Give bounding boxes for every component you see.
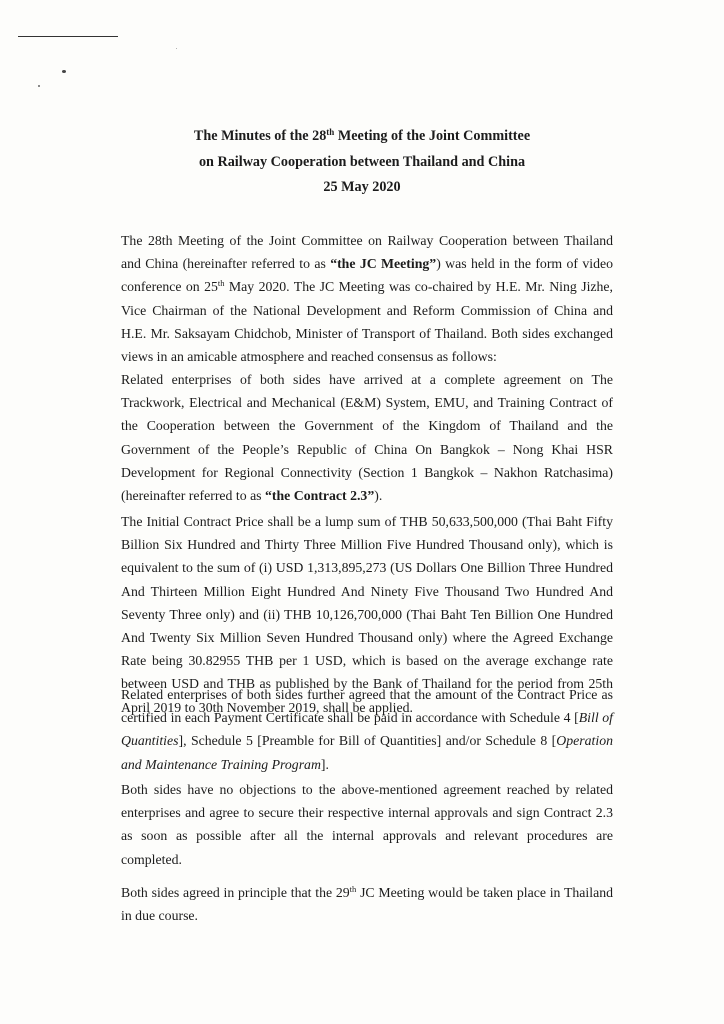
scan-mark-line [18, 36, 118, 37]
title-date: 25 May 2020 [323, 179, 401, 195]
paragraph-next-meeting: Both sides agreed in principle that the 29th JC Meeting would be taken place in Thailand in due course. [121, 884, 613, 924]
document-title [0, 124, 724, 201]
title-line-2: on Railway Cooperation between Thailand and China [198, 153, 526, 170]
paragraph-contract-price: The Initial Contract Price shall be a lump sum of THB 50,633,500,000 (Thai Baht Fifty Billion Six Hundred and Thirty Three Million Five Hundred Thousand only), which is equivalent to the sum of (i) USD 1,313,895,273 (US Dollars One Billion Three Hundred And Thirteen Million Eight Hundred And Ninety Five Thousand Two Hundred And Seventy Three only) and (ii) THB 10,126,700,000 (Thai Baht Ten Billion One Hundred And Twenty Six Million Seven Hundred Thousand only) where the Agreed Exchange Rate being 30.82955 THB per 1 USD, which is based on the average exchange rate between USD and THB as published by the Bank of Thailand for the period from 25th April 2019 to 30th November 2019, shall be applied. [121, 514, 613, 715]
paragraph-approvals: Both sides have no objections to the above-mentioned agreement reached by related enterprises and agree to secure their respective internal approvals and sign Contract 2.3 as soon as possible after all the internal approvals and relevant procedures are completed. [121, 782, 613, 867]
paragraph-payment-schedule: Related enterprises of both sides further agreed that the amount of the Contract Price as certified in each Payment Certificate shall be paid in accordance with Schedule 4 [Bill of Quantities], Schedule 5 [Preamble for Bill of Quantities] and/or Schedule 8 [Operation and Maintenance Training Program]. [121, 687, 613, 772]
scan-speck [176, 48, 177, 49]
scan-speck [38, 85, 40, 87]
scan-speck [62, 70, 66, 73]
paragraph-contract-agreement: Related enterprises of both sides have arrived at a complete agreement on The Trackwork, Electrical and Mechanical (E&M) System, EMU, and Training Contract of the Cooperation between the Government of the Kingdom of Thailand and the Government of the People’s Republic of China On Bangkok – Nong Khai HSR Development for Regional Connectivity (Section 1 Bangkok – Nakhon Ratchasima) (hereinafter referred to as “the Contract 2.3”). [121, 372, 613, 504]
paragraph-meeting-intro: The 28th Meeting of the Joint Committee on Railway Cooperation between Thailand and China (hereinafter referred to as “the JC Meeting”) was held in the form of video conference on 25th May 2020. The JC Meeting was co-chaired by H.E. Mr. Ning Jizhe, Vice Chairman of the National Development and Reform Commission of China and H.E. Mr. Saksayam Chidchob, Minister of Transport of Thailand. Both sides exchanged views in an amicable atmosphere and reached consensus as follows: [121, 233, 614, 365]
title-line-1: The Minutes of the 28th Meeting of the Joint Committee [193, 127, 531, 144]
